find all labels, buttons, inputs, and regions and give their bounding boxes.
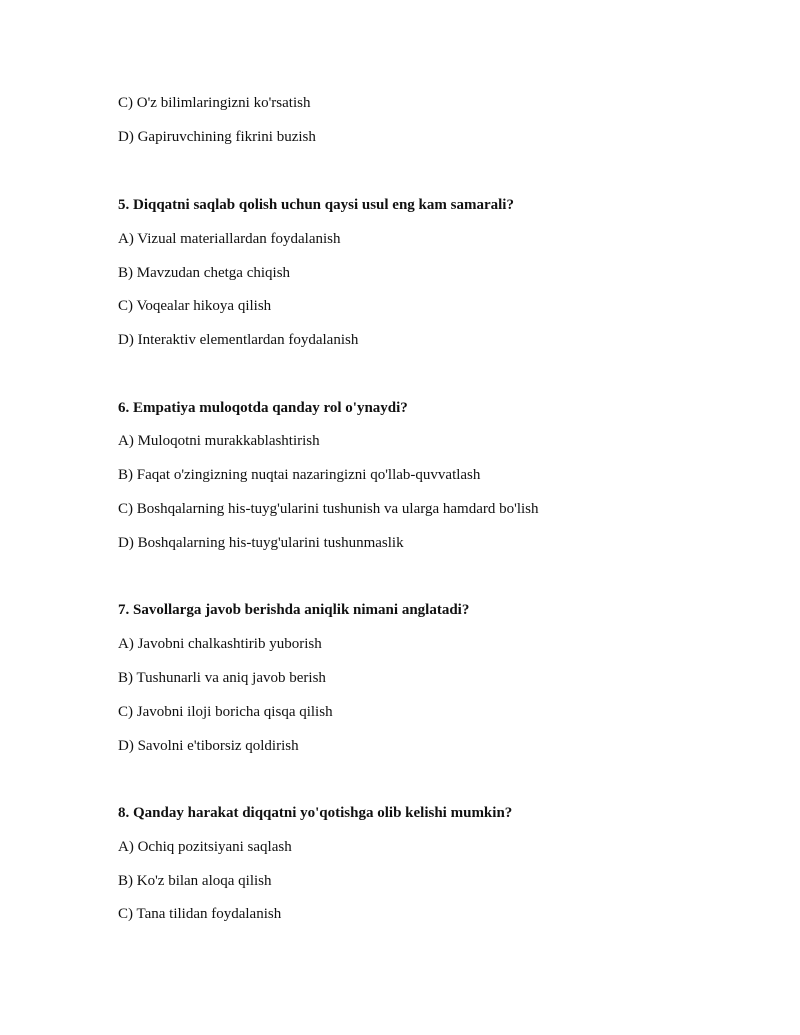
option-line: B) Faqat o'zingizning nuqtai nazaringizni qo'llab-quvvatlash bbox=[118, 467, 481, 483]
option-line: D) Savolni e'tiborsiz qoldirish bbox=[118, 738, 299, 754]
option-line: A) Vizual materiallardan foydalanish bbox=[118, 231, 341, 247]
option-line: C) Voqealar hikoya qilish bbox=[118, 298, 272, 314]
question-title: 8. Qanday harakat diqqatni yo'qotishga olib kelishi mumkin? bbox=[118, 805, 513, 821]
option-line: B) Ko'z bilan aloqa qilish bbox=[118, 873, 272, 889]
option-line: C) Tana tilidan foydalanish bbox=[118, 906, 282, 922]
option-line: A) Ochiq pozitsiyani saqlash bbox=[118, 839, 292, 855]
option-line: B) Tushunarli va aniq javob berish bbox=[118, 670, 326, 686]
question-title: 6. Empatiya muloqotda qanday rol o'ynaydi? bbox=[118, 400, 408, 416]
option-line: D) Interaktiv elementlardan foydalanish bbox=[118, 332, 359, 348]
option-line: D) Boshqalarning his-tuyg'ularini tushunmaslik bbox=[118, 535, 404, 551]
option-line: D) Gapiruvchining fikrini buzish bbox=[118, 129, 316, 145]
option-line: A) Muloqotni murakkablashtirish bbox=[118, 433, 320, 449]
option-line: C) O'z bilimlaringizni ko'rsatish bbox=[118, 95, 311, 111]
question-title: 5. Diqqatni saqlab qolish uchun qaysi usul eng kam samarali? bbox=[118, 197, 514, 213]
option-line: A) Javobni chalkashtirib yuborish bbox=[118, 636, 322, 652]
option-line: B) Mavzudan chetga chiqish bbox=[118, 265, 291, 281]
option-line: C) Boshqalarning his-tuyg'ularini tushunish va ularga hamdard bo'lish bbox=[118, 501, 539, 517]
option-line: C) Javobni iloji boricha qisqa qilish bbox=[118, 704, 333, 720]
question-title: 7. Savollarga javob berishda aniqlik nimani anglatadi? bbox=[118, 602, 470, 618]
